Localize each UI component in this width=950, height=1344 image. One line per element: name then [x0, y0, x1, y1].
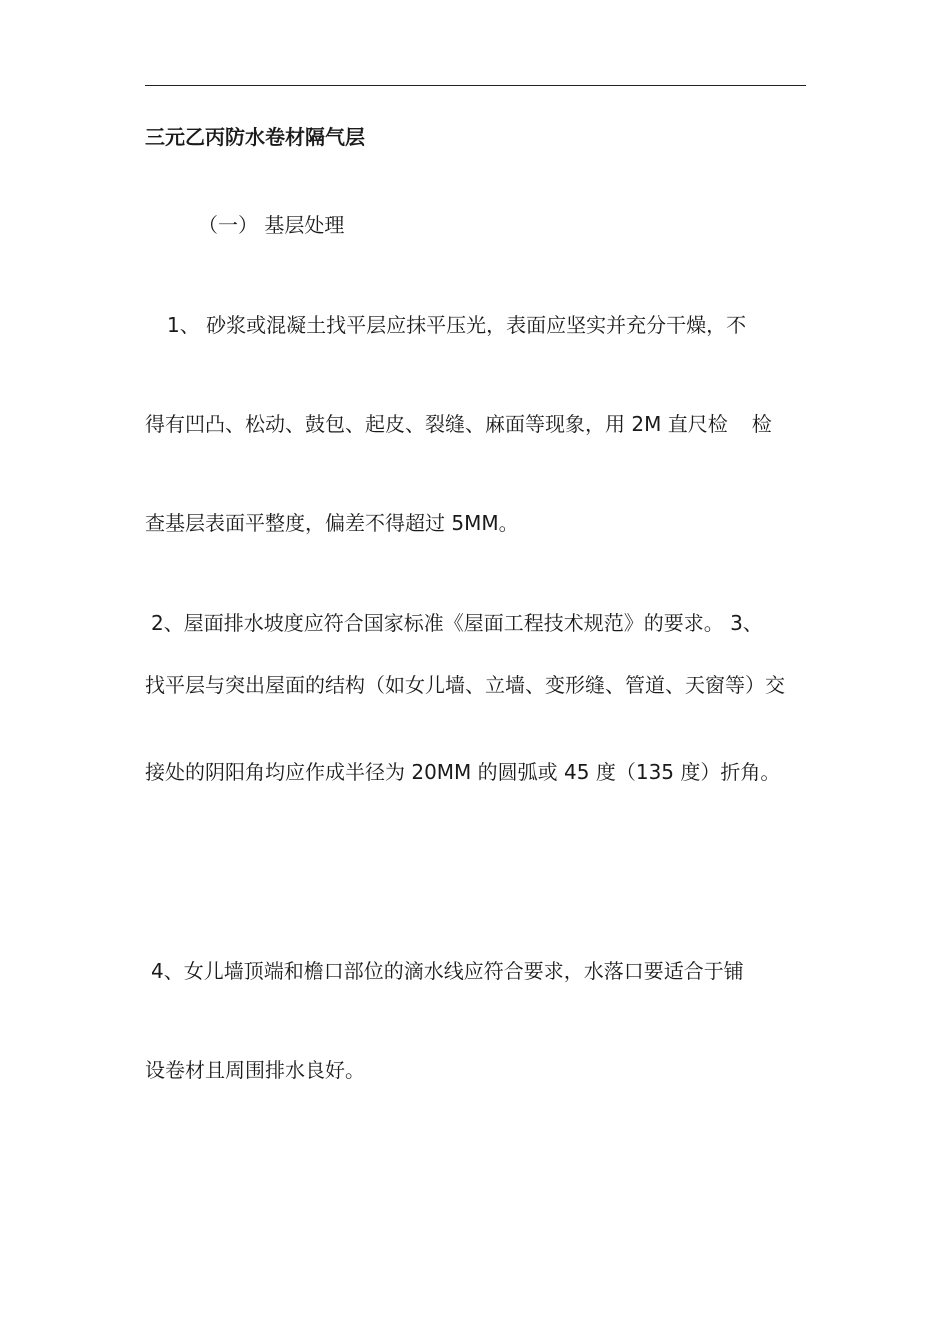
paragraph-1-line-2-tail: 检	[751, 412, 772, 436]
paragraph-1-line-3: 查基层表面平整度，偏差不得超过 5MM。	[145, 511, 519, 535]
paragraph-2-line-1: 2、屋面排水坡度应符合国家标准《屋面工程技术规范》的要求。 3、	[151, 611, 763, 635]
paragraph-3-line-2: 接处的阴阳角均应作成半径为 20MM 的圆弧或 45 度（135 度）折角。	[145, 760, 781, 784]
header-rule	[145, 85, 806, 86]
paragraph-4-line-1: 4、女儿墙顶端和檐口部位的滴水线应符合要求，水落口要适合于铺	[151, 959, 744, 983]
paragraph-1-line-1: 1、 砂浆或混凝土找平层应抹平压光，表面应坚实并充分干燥，不	[167, 313, 747, 337]
paragraph-1-line-2-text: 得有凹凸、松动、鼓包、起皮、裂缝、麻面等现象，用 2M 直尺检	[145, 412, 728, 436]
section-heading: （一） 基层处理	[198, 213, 345, 237]
paragraph-3-line-1: 找平层与突出屋面的结构（如女儿墙、立墙、变形缝、管道、天窗等）交	[145, 673, 785, 697]
paragraph-1-line-2	[145, 412, 806, 436]
paragraph-4-line-2: 设卷材且周围排水良好。	[145, 1058, 365, 1082]
document-title: 三元乙丙防水卷材隔气层	[145, 125, 365, 149]
